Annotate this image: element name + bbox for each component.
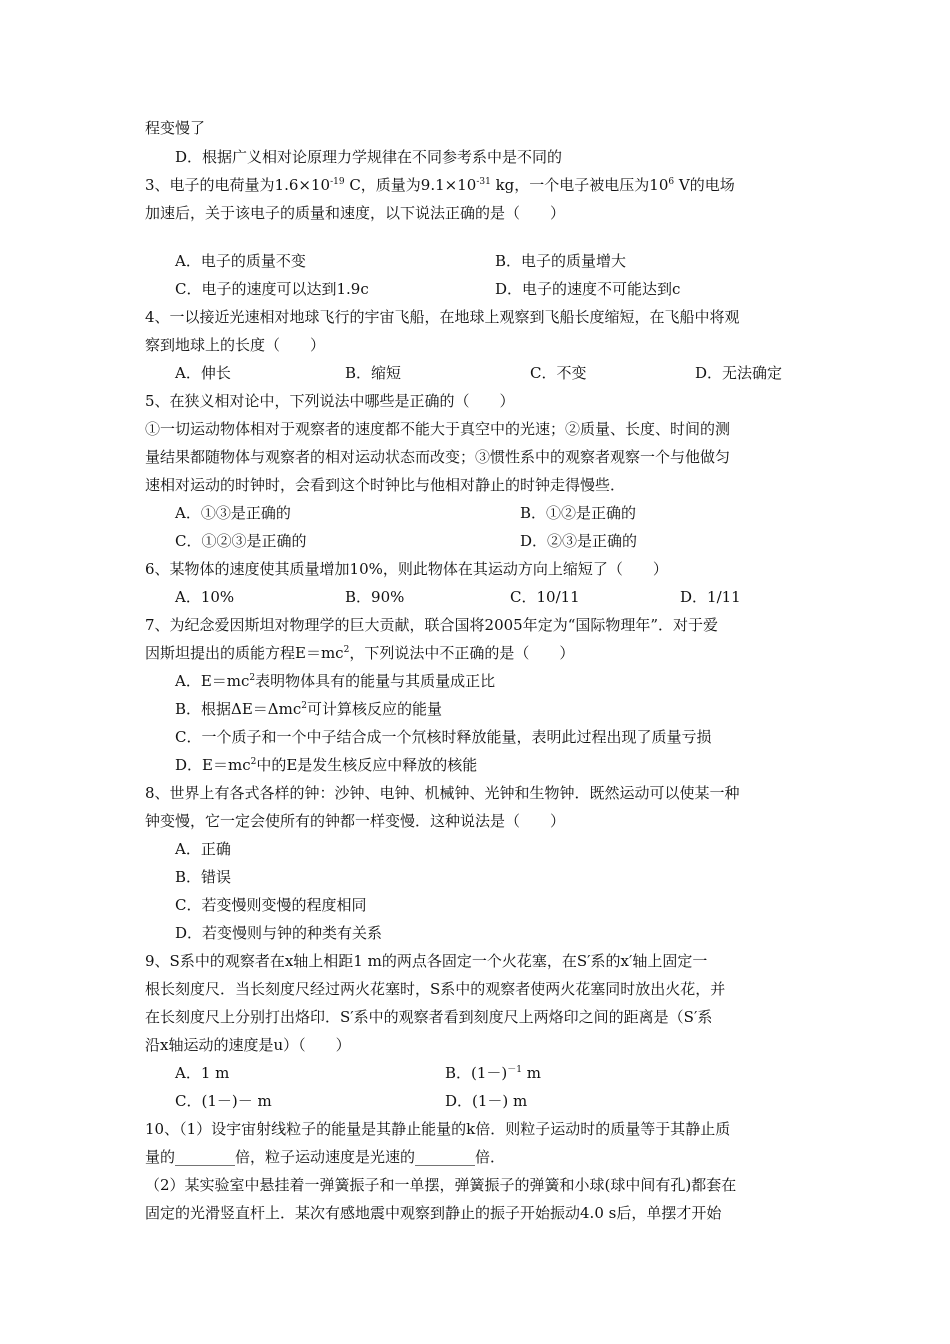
option-c: C．电子的速度可以达到1.9c bbox=[175, 280, 369, 298]
option-a: A．伸长 bbox=[175, 364, 231, 382]
text-line: ①一切运动物体相对于观察者的速度都不能大于真空中的光速；②质量、长度、时间的测 bbox=[145, 420, 731, 438]
question-8: 8、世界上有各式各样的钟：沙钟、电钟、机械钟、光钟和生物钟．既然运动可以使某一种 bbox=[145, 784, 740, 802]
text-line: 固定的光滑竖直杆上．某次有感地震中观察到静止的振子开始振动4.0 s后，单摆才开始 bbox=[145, 1204, 722, 1222]
question-10: 10、（1）设宇宙射线粒子的能量是其静止能量的k倍．则粒子运动时的质量等于其静止质 bbox=[145, 1120, 731, 1138]
question-5: 5、在狭义相对论中，下列说法中哪些是正确的（ ） bbox=[145, 392, 515, 410]
text-line: 量结果都随物体与观察者的相对运动状态而改变；③惯性系中的观察者观察一个与他做匀 bbox=[145, 448, 731, 466]
question-6: 6、某物体的速度使其质量增加10%，则此物体在其运动方向上缩短了（ ） bbox=[145, 560, 668, 578]
option-c: C．(1－)－ m bbox=[175, 1092, 272, 1110]
option-c: C．①②③是正确的 bbox=[175, 532, 307, 550]
option-b: B．$(1-)^{-1}$ m bbox=[445, 1064, 542, 1082]
option-d: D．根据广义相对论原理力学规律在不同参考系中是不同的 bbox=[175, 148, 563, 166]
option-d: D．②③是正确的 bbox=[520, 532, 638, 550]
option-a: A．10% bbox=[175, 588, 235, 606]
option-d: D．若变慢则与钟的种类有关系 bbox=[175, 924, 383, 942]
option-d: D．电子的速度不可能达到c bbox=[495, 280, 681, 298]
option-c: C．不变 bbox=[530, 364, 587, 382]
text-line: （2）某实验室中悬挂着一弹簧振子和一单摆，弹簧振子的弹簧和小球(球中间有孔)都套在 bbox=[145, 1176, 737, 1194]
option-b: B．根据ΔE＝Δmc$^2$可计算核反应的能量 bbox=[175, 700, 443, 718]
option-d: D．1/11 bbox=[680, 588, 741, 606]
text-line: 察到地球上的长度（ ） bbox=[145, 336, 326, 354]
option-a: A．$E=mc^2$表明物体具有的能量与其质量成正比 bbox=[175, 672, 496, 690]
option-a: A．1 m bbox=[175, 1064, 230, 1082]
text-line: 钟变慢，它一定会使所有的钟都一样变慢．这种说法是（ ） bbox=[145, 812, 566, 830]
text-line: 量的________倍，粒子运动速度是光速的________倍． bbox=[145, 1148, 506, 1166]
option-b: B．错误 bbox=[175, 868, 232, 886]
option-a: A．①③是正确的 bbox=[175, 504, 291, 522]
question-7: 7、为纪念爱因斯坦对物理学的巨大贡献，联合国将2005年定为“国际物理年”．对于爱 bbox=[145, 616, 719, 634]
option-a: A．正确 bbox=[175, 840, 231, 858]
text-line: 在长刻度尺上分别打出烙印．S′系中的观察者看到刻度尺上两烙印之间的距离是（S′系 bbox=[145, 1008, 713, 1026]
text-line: 因斯坦提出的质能方程$E=mc^2$，下列说法中不正确的是（ ） bbox=[145, 644, 575, 662]
option-b: B．电子的质量增大 bbox=[495, 252, 627, 270]
option-c: C．10/11 bbox=[510, 588, 580, 606]
option-d: D．$E=mc^2$中的E是发生核反应中释放的核能 bbox=[175, 756, 478, 774]
option-b: B．①②是正确的 bbox=[520, 504, 637, 522]
text-line: 程变慢了 bbox=[145, 119, 206, 137]
option-d: D．无法确定 bbox=[695, 364, 783, 382]
question-9: 9、S系中的观察者在x轴上相距1 m的两点各固定一个火花塞，在S′系的x′轴上固定一 bbox=[145, 952, 708, 970]
text-line: 沿x轴运动的速度是u）（ ） bbox=[145, 1036, 351, 1054]
option-c: C．若变慢则变慢的程度相同 bbox=[175, 896, 367, 914]
option-b: B．90% bbox=[345, 588, 405, 606]
option-b: B．缩短 bbox=[345, 364, 402, 382]
question-4: 4、一以接近光速相对地球飞行的宇宙飞船，在地球上观察到飞船长度缩短，在飞船中将观 bbox=[145, 308, 740, 326]
question-3: 3、电子的电荷量为$1.6\times 10^{-19}$ C，质量为$9.1\times 10^{-31}$ kg，一个电子被电压为$10^6$ V的电场 bbox=[145, 176, 735, 194]
option-c: C．一个质子和一个中子结合成一个氘核时释放能量，表明此过程出现了质量亏损 bbox=[175, 728, 712, 746]
text-line: 根长刻度尺．当长刻度尺经过两火花塞时，S系中的观察者使两火花塞同时放出火花，并 bbox=[145, 980, 726, 998]
text-line: 速相对运动的时钟时，会看到这个时钟比与他相对静止的时钟走得慢些． bbox=[145, 476, 626, 494]
text-line: 加速后，关于该电子的质量和速度，以下说法正确的是（ ） bbox=[145, 204, 566, 222]
option-a: A．电子的质量不变 bbox=[175, 252, 306, 270]
option-d: D．(1－) m bbox=[445, 1092, 528, 1110]
